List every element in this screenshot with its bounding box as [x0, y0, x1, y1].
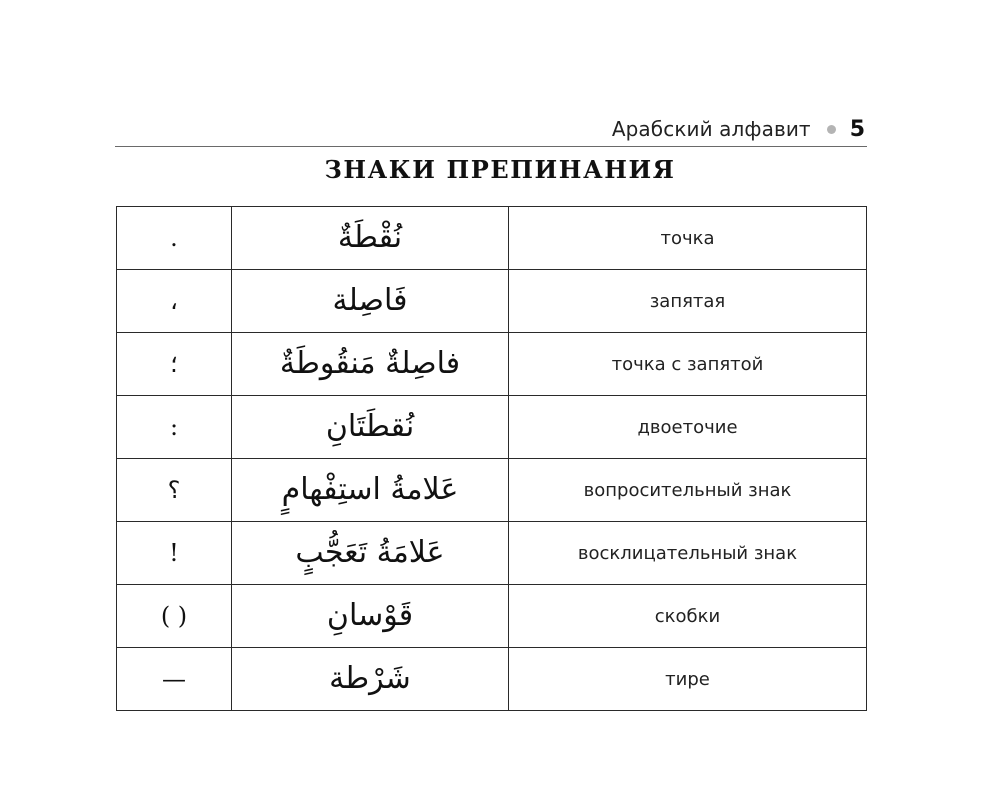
arabic-name-cell: عَلامَةُ تَعَجُّبٍ	[232, 522, 509, 585]
arabic-name-cell: فاصِلةٌ مَنقُوطَةٌ	[232, 333, 509, 396]
arabic-name-cell: شَرْطة	[232, 648, 509, 711]
russian-name-cell: точка	[509, 207, 867, 270]
russian-name-cell: вопросительный знак	[509, 459, 867, 522]
russian-name-cell: скобки	[509, 585, 867, 648]
table-row	[117, 396, 867, 459]
table-row	[117, 207, 867, 270]
arabic-name-cell: قَوْسانِ	[232, 585, 509, 648]
arabic-name-cell: نُقطَتَانِ	[232, 396, 509, 459]
symbol-cell: ،	[117, 270, 232, 333]
arabic-name-cell: نُقْطَةٌ	[232, 207, 509, 270]
symbol-cell: —	[117, 648, 232, 711]
table-row	[117, 270, 867, 333]
russian-name-cell: двоеточие	[509, 396, 867, 459]
russian-name-cell: точка с запятой	[509, 333, 867, 396]
table-row	[117, 522, 867, 585]
bullet-dot-icon	[827, 125, 836, 134]
russian-name-cell: тире	[509, 648, 867, 711]
symbol-cell: :	[117, 396, 232, 459]
symbol-cell: ( )	[117, 585, 232, 648]
table-row	[117, 585, 867, 648]
symbol-cell: .	[117, 207, 232, 270]
symbol-cell: ؛	[117, 333, 232, 396]
section-name: Арабский алфавит	[611, 117, 811, 141]
page-number: 5	[849, 116, 865, 142]
arabic-name-cell: فَاصِلة	[232, 270, 509, 333]
russian-name-cell: восклицательный знак	[509, 522, 867, 585]
punctuation-table	[116, 206, 867, 711]
running-head	[115, 112, 867, 147]
arabic-name-cell: عَلامةُ استِفْهامٍ	[232, 459, 509, 522]
table-row	[117, 459, 867, 522]
table-row	[117, 648, 867, 711]
russian-name-cell: запятая	[509, 270, 867, 333]
symbol-cell: !	[117, 522, 232, 585]
table-row	[117, 333, 867, 396]
page-title: ЗНАКИ ПРЕПИНАНИЯ	[324, 155, 676, 184]
symbol-cell: ؟	[117, 459, 232, 522]
